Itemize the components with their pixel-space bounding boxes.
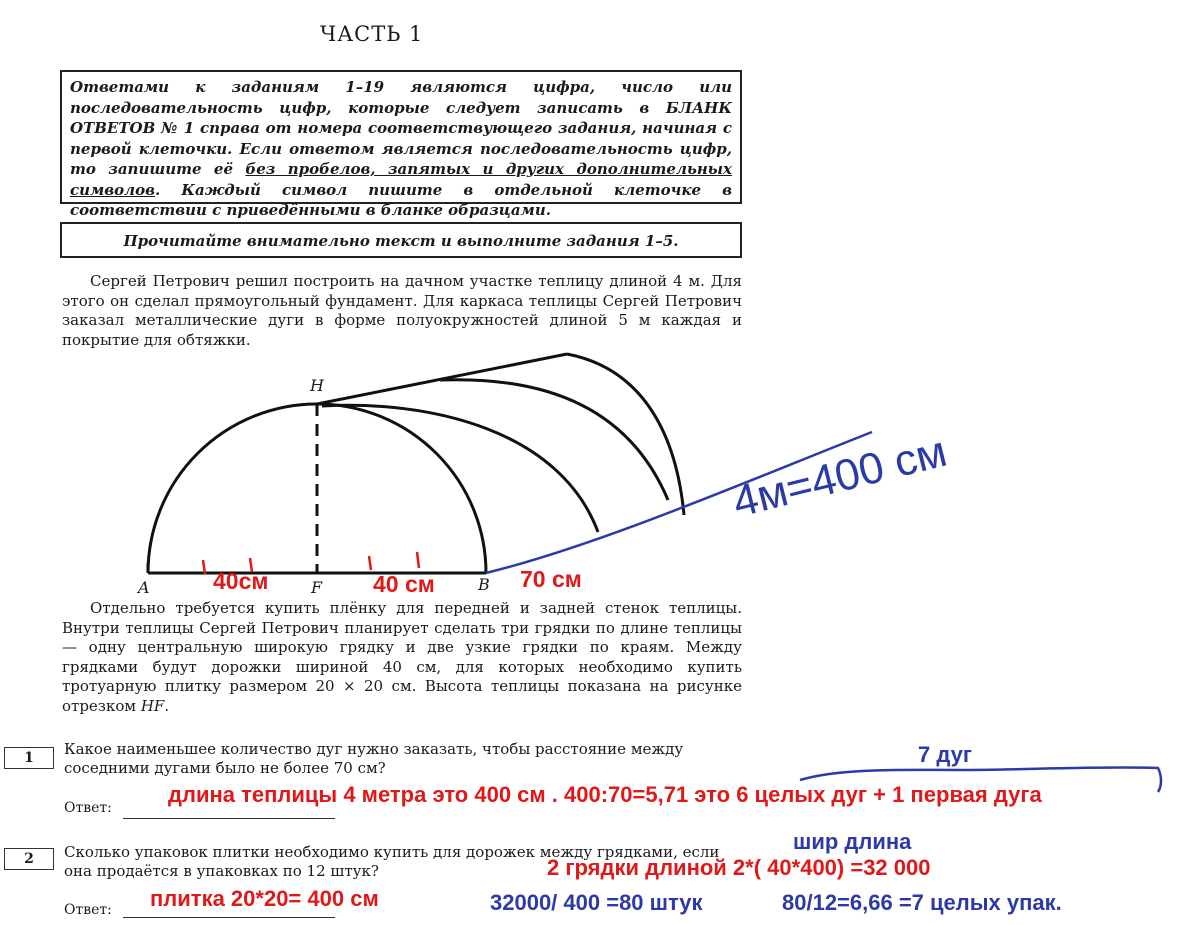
- label-a: A: [138, 578, 150, 597]
- note-4m-400cm: 4м=400 см: [727, 426, 952, 528]
- label-h: H: [310, 376, 324, 395]
- label-b: B: [478, 575, 490, 594]
- read-box: Прочитайте внимательно текст и выполните задания 1–5.: [60, 222, 742, 258]
- note-40cm-left: 40см: [213, 568, 269, 594]
- note-q1-solution-a: длина теплицы: [168, 782, 338, 807]
- paragraph-2-end: .: [164, 696, 170, 715]
- note-width-length: шир длина: [793, 829, 912, 854]
- question-1-number: 1: [4, 747, 54, 769]
- question-2-answer-label: Ответ:: [64, 902, 112, 918]
- middle-arc-2: [440, 380, 668, 500]
- note-q1-solution-b: 4 метра это 400 см . 400:70=5,71 это: [337, 782, 731, 807]
- label-f: F: [311, 578, 323, 597]
- instructions-underlined: без пробелов, запятых и других дополнительных символов: [70, 160, 732, 199]
- red-tick: [369, 556, 371, 570]
- note-packs: 80/12=6,66 =7 целых упак.: [782, 890, 1062, 915]
- question-2-number: 2: [4, 848, 54, 870]
- note-tile-size: плитка 20*20= 400 см: [150, 886, 379, 911]
- part-title: ЧАСТЬ 1: [320, 22, 424, 46]
- middle-arc-1: [322, 405, 598, 532]
- note-q1-solution: [168, 782, 1042, 808]
- note-7-arcs: 7 дуг: [918, 742, 972, 767]
- paragraph-2-text: Отдельно требуется купить плёнку для передней и задней стенок теплицы. Внутри теплицы Сергей Петрович планирует сделать три грядки по длине теплицы — одну центральную широкую грядку и две узкие грядки по краям. Между грядками будут дорожки шириной 40 см, для которых необходимо купить тротуарную плитку размером 20 × 20 см. Высота теплицы показана на рисунке отрезком: [62, 599, 742, 715]
- paragraph-2: [62, 599, 742, 716]
- paragraph-1: Сергей Петрович решил построить на дачном участке теплицу длиной 4 м. Для этого он сделал прямоугольный фундамент. Для каркаса теплицы Сергей Петрович заказал металлические дуги в форме полуокружностей длиной 5 м каждая и покрытие для обтяжки.: [62, 272, 742, 349]
- note-tile-count: 32000/ 400 =80 штук: [490, 890, 703, 915]
- red-tick: [417, 552, 419, 568]
- question-2-text: Сколько упаковок плитки необходимо купить для дорожек между грядками, если она продаётся в упаковках по 12 штук?: [64, 843, 720, 880]
- note-two-beds: 2 грядки длиной 2*( 40*400) =32 000: [547, 855, 931, 880]
- instructions-text-2: . Каждый символ пишите в отдельной клеточке в соответствии с приведёнными в бланке образцами.: [70, 180, 732, 219]
- question-1-answer-line[interactable]: [123, 818, 335, 819]
- note-70cm: 70 см: [520, 566, 582, 592]
- note-40cm-right: 40 см: [373, 571, 435, 597]
- paragraph-2-hf: HF: [140, 696, 165, 715]
- instructions-text-1: Ответами к заданиям 1–19 являются цифра, число или последовательность цифр, которые следует записать в БЛАНК ОТВЕТОВ № 1 справа от номера соответствующего задания, начиная с первой клеточки. Если ответом является последовательность цифр, то запишите её: [70, 78, 732, 178]
- note-q1-solution-c: 6 целых дуг + 1 первая дуга: [730, 782, 1042, 807]
- question-1-text: Какое наименьшее количество дуг нужно заказать, чтобы расстояние между соседними дугами было не более 70 см?: [64, 740, 684, 777]
- question-1-answer-label: Ответ:: [64, 800, 112, 816]
- question-2-answer-line[interactable]: [123, 917, 335, 918]
